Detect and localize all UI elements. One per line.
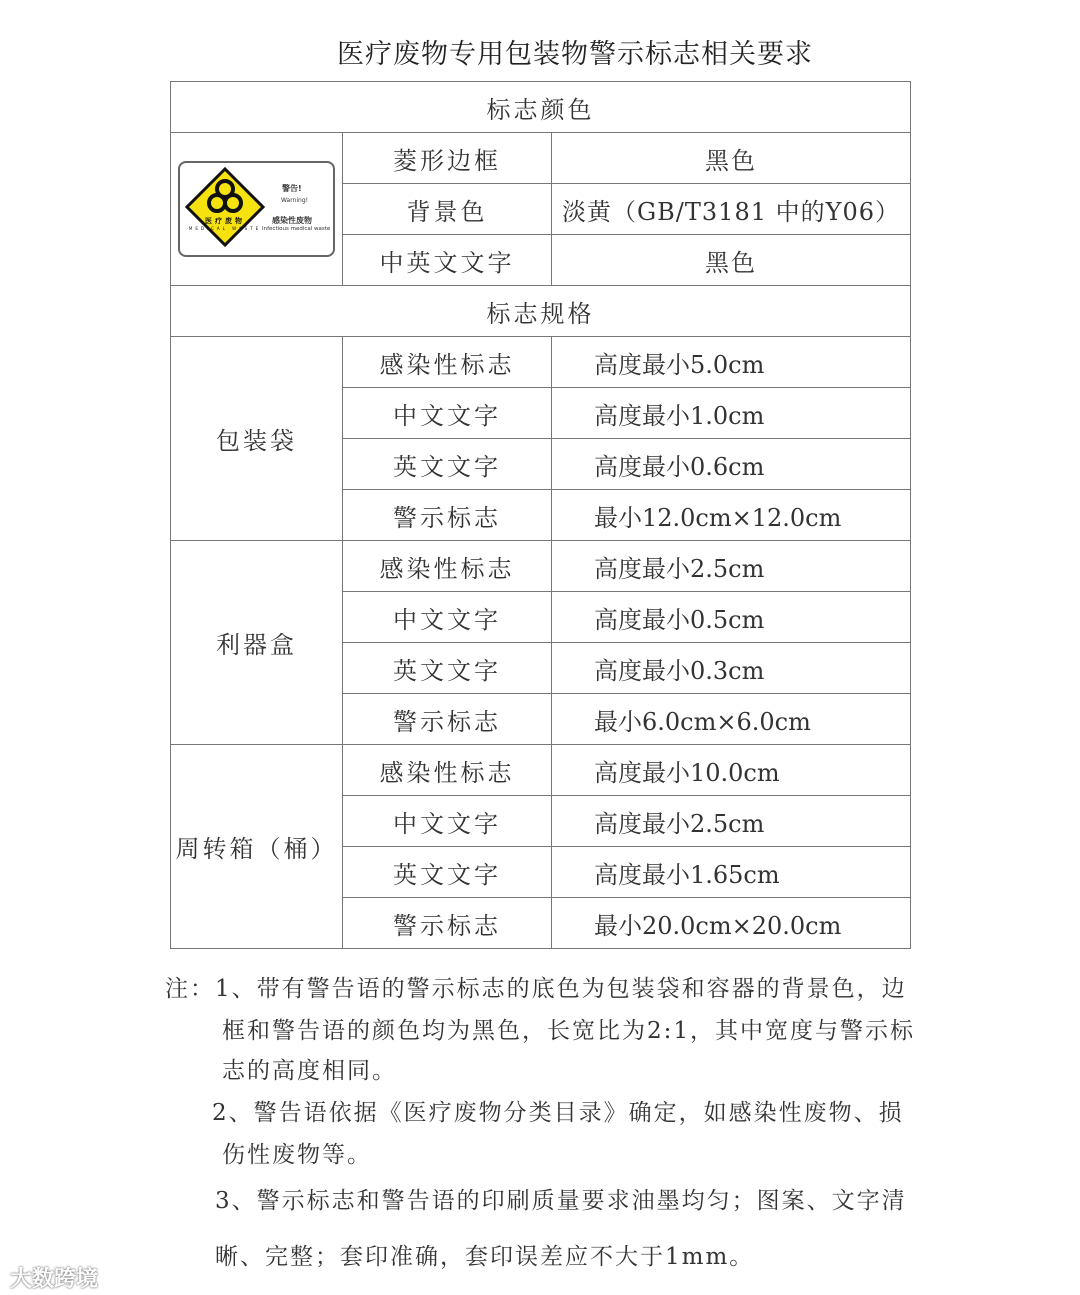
spec-label: 警示标志 — [343, 898, 552, 949]
spec-label: 中文文字 — [343, 592, 552, 643]
warning-sign — [178, 161, 335, 257]
group-name: 周转箱（桶） — [171, 745, 343, 949]
spec-label: 中文文字 — [343, 796, 552, 847]
sign-warning-cn: 警告! — [282, 184, 302, 193]
table-row — [171, 745, 911, 796]
spec-value: 高度最小5.0cm — [552, 337, 911, 388]
color-value: 黑色 — [552, 133, 911, 184]
spec-value: 高度最小1.65cm — [552, 847, 911, 898]
color-label: 背景色 — [343, 184, 552, 235]
note-line: 晰、完整；套印准确，套印误差应不大于1mm。 — [215, 1244, 755, 1270]
spec-value: 最小20.0cm×20.0cm — [552, 898, 911, 949]
spec-label: 感染性标志 — [343, 541, 552, 592]
spec-label: 警示标志 — [343, 694, 552, 745]
spec-value: 高度最小2.5cm — [552, 541, 911, 592]
note-line: 3、警示标志和警告语的印刷质量要求油墨均匀；图案、文字清 — [215, 1188, 907, 1214]
group-name: 包装袋 — [171, 337, 343, 541]
note-line: 2、警告语依据《医疗废物分类目录》确定，如感染性废物、损 — [212, 1100, 904, 1126]
diamond-en-label: MEDICAL WASTE — [188, 226, 262, 231]
spec-label: 英文文字 — [343, 643, 552, 694]
spec-label: 英文文字 — [343, 847, 552, 898]
group-name: 利器盒 — [171, 541, 343, 745]
color-label: 中英文文字 — [343, 235, 552, 286]
spec-label: 感染性标志 — [343, 337, 552, 388]
spec-value: 高度最小1.0cm — [552, 388, 911, 439]
spec-value: 最小6.0cm×6.0cm — [552, 694, 911, 745]
sign-warning-en: Warning! — [281, 197, 309, 204]
table-row — [171, 337, 911, 388]
spec-value: 高度最小0.6cm — [552, 439, 911, 490]
spec-label: 警示标志 — [343, 490, 552, 541]
spec-label: 中文文字 — [343, 388, 552, 439]
diamond-cn-label: 医疗废物 — [205, 217, 245, 225]
color-label: 菱形边框 — [343, 133, 552, 184]
color-section-header-row — [171, 82, 911, 133]
table-row — [171, 133, 911, 184]
spec-value: 高度最小10.0cm — [552, 745, 911, 796]
note-line: 框和警告语的颜色均为黑色，长宽比为2:1，其中宽度与警示标 — [222, 1018, 916, 1044]
spec-value: 高度最小0.5cm — [552, 592, 911, 643]
biohazard-icon — [185, 167, 265, 247]
spec-section-header-row — [171, 286, 911, 337]
spec-label: 英文文字 — [343, 439, 552, 490]
table-row — [171, 541, 911, 592]
color-value: 淡黄（GB/T3181 中的Y06） — [552, 184, 911, 235]
spec-value: 高度最小0.3cm — [552, 643, 911, 694]
note-line: 伤性废物等。 — [222, 1142, 372, 1168]
color-section-header: 标志颜色 — [171, 82, 911, 133]
sign-image-cell — [171, 133, 343, 286]
color-value: 黑色 — [552, 235, 911, 286]
note-line: 注：1、带有警告语的警示标志的底色为包装袋和容器的背景色，边 — [165, 976, 907, 1002]
requirements-table — [170, 81, 911, 949]
spec-label: 感染性标志 — [343, 745, 552, 796]
note-line: 志的高度相同。 — [222, 1058, 397, 1084]
sign-waste-cn: 感染性废物 — [272, 216, 312, 225]
spec-section-header: 标志规格 — [171, 286, 911, 337]
page-title: 医疗废物专用包装物警示标志相关要求 — [337, 39, 813, 70]
spec-value: 高度最小2.5cm — [552, 796, 911, 847]
sign-waste-en: Infectious medical waste — [262, 226, 331, 232]
spec-value: 最小12.0cm×12.0cm — [552, 490, 911, 541]
watermark: 大数跨境 — [10, 1267, 99, 1292]
